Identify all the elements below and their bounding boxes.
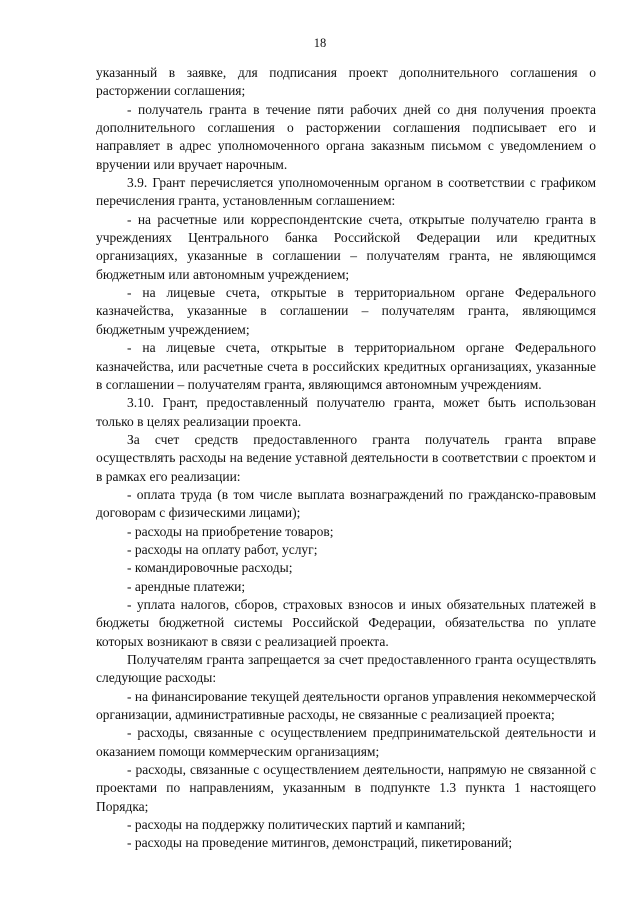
paragraph: - арендные платежи;: [127, 578, 246, 594]
paragraph: - расходы на приобретение товаров;: [127, 523, 334, 539]
paragraph: - командировочные расходы;: [127, 560, 293, 576]
paragraph: - получатель гранта в течение пяти рабочих дней со дня получения проекта дополнительного соглашения о расторжении соглашения подписывает его и направляет в адрес уполномоченного органа заказным письмом с уведомлением о вручении или вручает нарочным.: [96, 101, 596, 172]
paragraph: - на расчетные или корреспондентские счета, открытые получателю гранта в учреждениях Центрального банка Российской Федерации или кредитных организациях, указанные в соглашении – получателям гранта, не являющимся бюджетным или автономным учреждением;: [96, 211, 596, 282]
paragraph: - расходы, связанные с осуществлением деятельности, напрямую не связанной с проектами по направлениям, указанным в подпункте 1.3 пункта 1 настоящего Порядка;: [96, 762, 596, 814]
paragraph: 3.9. Грант перечисляется уполномоченным органом в соответствии с графиком перечисления гранта, установленным соглашением:: [96, 175, 596, 209]
paragraph: - расходы, связанные с осуществлением предпринимательской деятельности и оказанием помощи коммерческим организациям;: [96, 725, 596, 759]
paragraph: - расходы на оплату работ, услуг;: [127, 541, 318, 557]
paragraph: - уплата налогов, сборов, страховых взносов и иных обязательных платежей в бюджеты бюджетной системы Российской Федерации, обязательства по уплате которых возникают в связи с реализацией проекта.: [96, 596, 596, 649]
paragraph: 3.10. Грант, предоставленный получателю гранта, может быть использован только в целях реализации проекта.: [96, 395, 596, 429]
document-body: [96, 64, 596, 853]
paragraph: - на лицевые счета, открытые в территориальном органе Федерального казначейства, указанные в соглашении – получателям гранта, являющимся бюджетным учреждением;: [96, 285, 596, 337]
paragraph: За счет средств предоставленного гранта получатель гранта вправе осуществлять расходы на ведение уставной деятельности в соответствии с проектом и в рамках его реализации:: [96, 431, 596, 484]
paragraph: - расходы на проведение митингов, демонстраций, пикетирований;: [127, 835, 513, 851]
paragraph: - на лицевые счета, открытые в территориальном органе Федерального казначейства, или расчетные счета в российских кредитных организациях, указанные в соглашении – получателям гранта, являющимся автономным учреждениям.: [96, 340, 596, 392]
page-number: 18: [313, 36, 327, 50]
paragraph: - оплата труда (в том числе выплата вознаграждений по гражданско-правовым договорам с физическими лицами);: [96, 486, 596, 521]
paragraph: указанный в заявке, для подписания проект дополнительного соглашения о расторжении соглашения;: [96, 65, 596, 99]
paragraph: - на финансирование текущей деятельности органов управления некоммерческой организации, административные расходы, не связанные с реализацией проекта;: [96, 688, 596, 723]
paragraph: Получателям гранта запрещается за счет предоставленного гранта осуществлять следующие расходы:: [96, 652, 596, 686]
paragraph: - расходы на поддержку политических партий и кампаний;: [127, 817, 466, 833]
